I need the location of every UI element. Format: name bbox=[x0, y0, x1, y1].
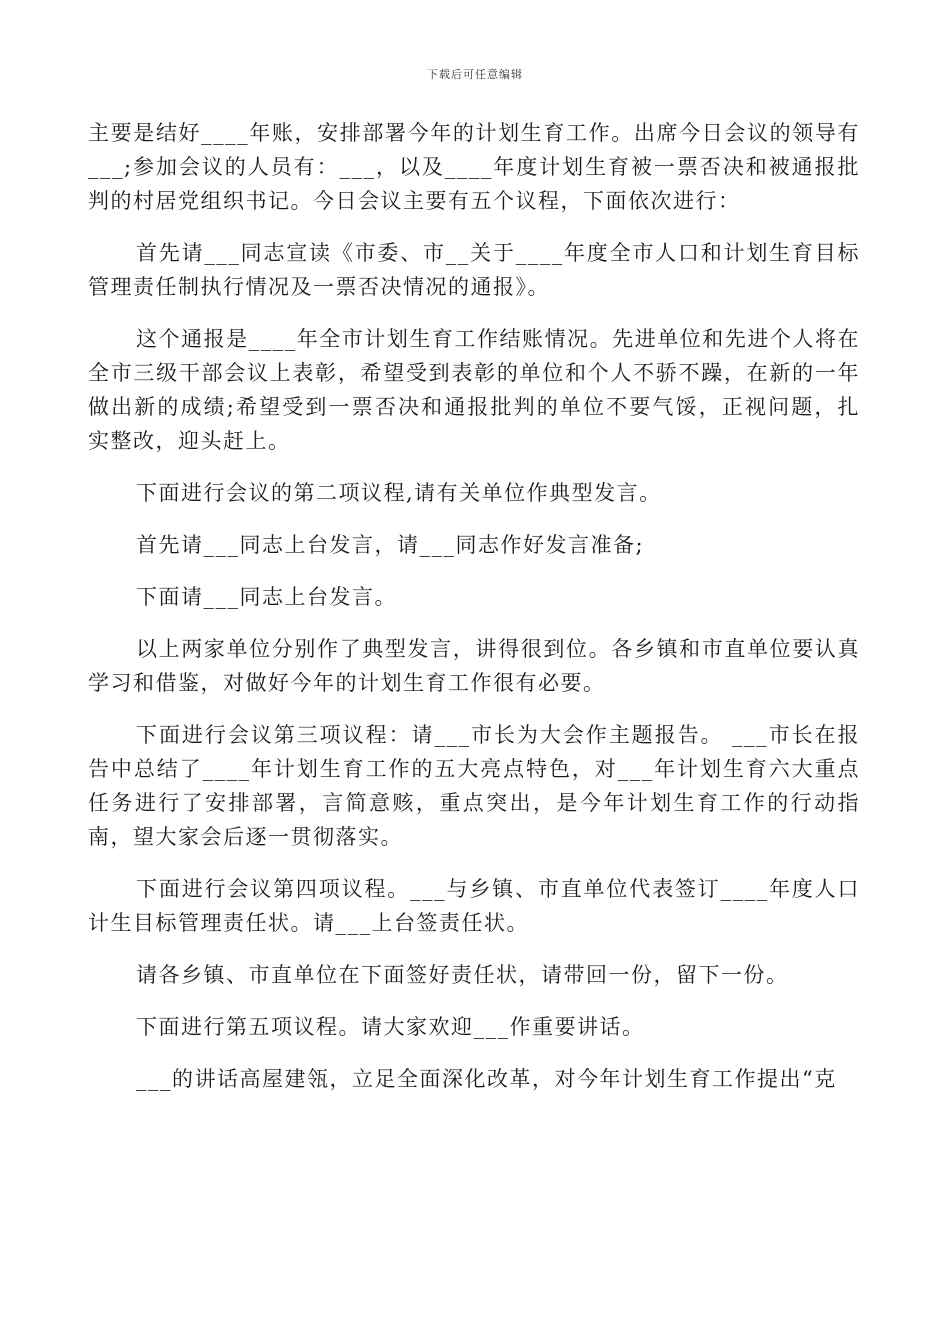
paragraph-9: 下面进行会议第四项议程。___与乡镇、市直单位代表签订____年度人口计生目标管理责任状。请___上台签责任状。 bbox=[88, 877, 860, 935]
page-header: 下载后可任意编辑 bbox=[427, 68, 523, 81]
paragraph-10: 请各乡镇、市直单位在下面签好责任状，请带回一份，留下一份。 bbox=[136, 963, 789, 987]
paragraph-5: 首先请___同志上台发言，请___同志作好发言准备; bbox=[136, 533, 645, 557]
paragraph-1: 主要是结好____年账，安排部署今年的计划生育工作。出席今日会议的领导有___;参加会议的人员有：___，以及____年度计划生育被一票否决和被通报批判的村居党组织书记。今日会议主要有五个议程，下面依次进行： bbox=[88, 121, 860, 213]
paragraph-2: 首先请___同志宣读《市委、市__关于____年度全市人口和计划生育目标管理责任制执行情况及一票否决情况的通报》。 bbox=[88, 241, 860, 299]
paragraph-7: 以上两家单位分别作了典型发言，讲得很到位。各乡镇和市直单位要认真学习和借鉴，对做好今年的计划生育工作很有必要。 bbox=[88, 637, 860, 695]
document-body bbox=[88, 116, 860, 1114]
paragraph-8: 下面进行会议第三项议程：请___市长为大会作主题报告。 ___市长在报告中总结了____年计划生育工作的五大亮点特色，对___年计划生育六大重点任务进行了安排部署，言简意赅，重点突出，是今年计划生育工作的行动指南，望大家会后逐一贯彻落实。 bbox=[88, 723, 860, 849]
paragraph-3: 这个通报是____年全市计划生育工作结账情况。先进单位和先进个人将在全市三级干部会议上表彰，希望受到表彰的单位和个人不骄不躁，在新的一年做出新的成绩;希望受到一票否决和通报批判的单位不要气馁，正视问题，扎实整改，迎头赶上。 bbox=[88, 327, 860, 453]
paragraph-6: 下面请___同志上台发言。 bbox=[136, 585, 397, 609]
paragraph-12: ___的讲话高屋建瓴，立足全面深化改革，对今年计划生育工作提出“克 bbox=[136, 1067, 837, 1091]
paragraph-11: 下面进行第五项议程。请大家欢迎___作重要讲话。 bbox=[136, 1015, 645, 1039]
paragraph-4: 下面进行会议的第二项议程,请有关单位作典型发言。 bbox=[136, 481, 662, 505]
